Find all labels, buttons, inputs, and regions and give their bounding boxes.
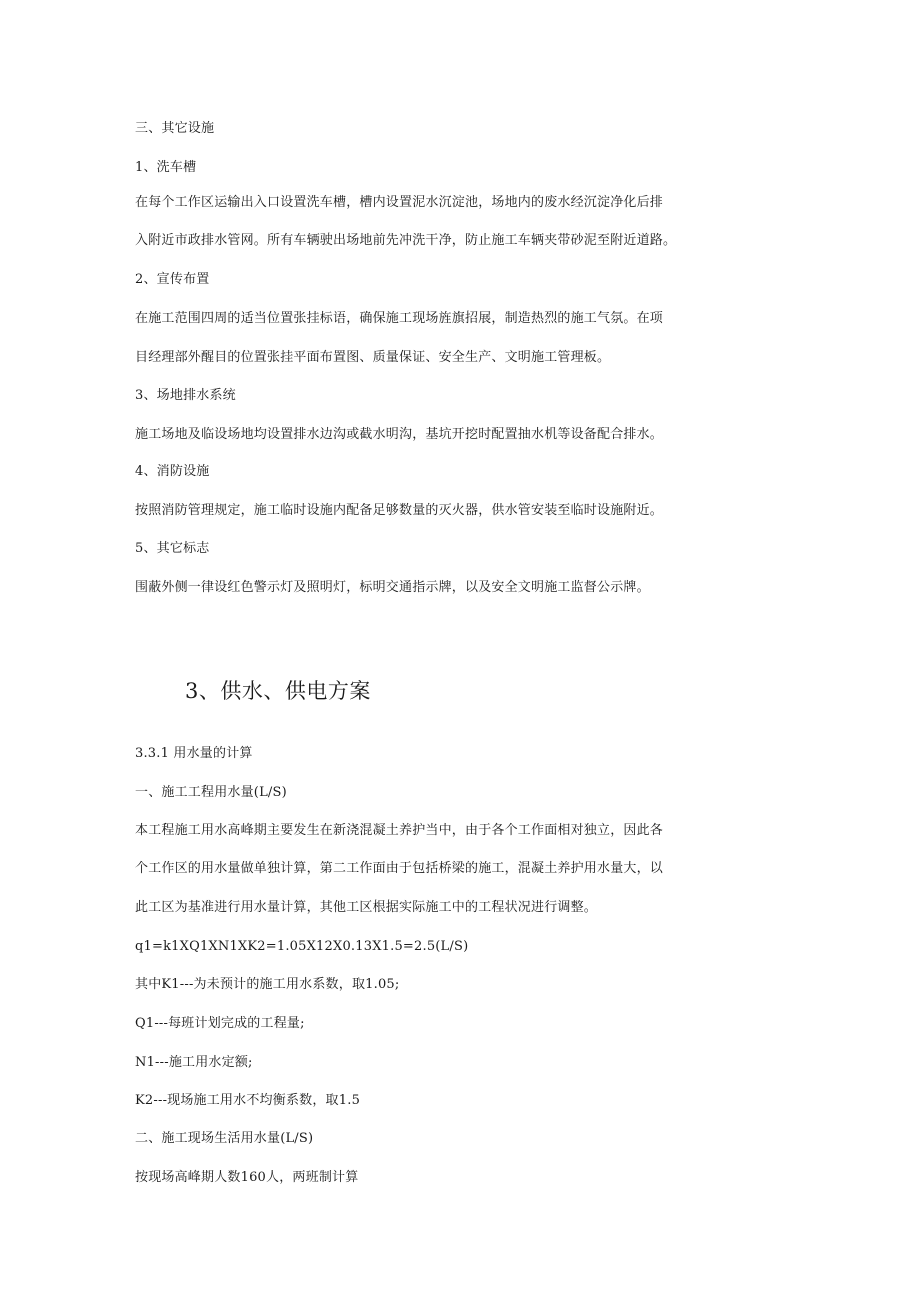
paragraph-line: 个工作区的用水量做单独计算，第二工作面由于包括桥梁的施工，混凝土养护用水量大，以 xyxy=(135,861,664,876)
part-title: 二、施工现场生活用水量(L/S) xyxy=(135,1131,314,1146)
paragraph-line: 按照消防管理规定，施工临时设施内配备足够数量的灭火器，供水管安装至临时设施附近。 xyxy=(135,503,664,518)
item-heading-signs: 5、其它标志 xyxy=(135,541,210,556)
section-title: 三、其它设施 xyxy=(135,121,215,136)
part-title: 一、施工工程用水量(L/S) xyxy=(135,785,287,800)
paragraph-line: 在每个工作区运输出入口设置洗车槽，槽内设置泥水沉淀池，场地内的废水经沉淀净化后排 xyxy=(135,195,664,210)
param-line: K2---现场施工用水不均衡系数，取1.5 xyxy=(135,1093,361,1108)
paragraph-line: 本工程施工用水高峰期主要发生在新浇混凝土养护当中，由于各个工作面相对独立，因此各 xyxy=(135,823,664,838)
formula: q1=k1XQ1XN1XK2=1.05X12X0.13X1.5=2.5(L/S) xyxy=(135,939,469,954)
item-heading-fire: 4、消防设施 xyxy=(135,464,210,479)
paragraph-line: 施工场地及临设场地均设置排水边沟或截水明沟，基坑开挖时配置抽水机等设备配合排水。 xyxy=(135,427,664,442)
param-line: N1---施工用水定额; xyxy=(135,1055,253,1070)
param-line: Q1---每班计划完成的工程量; xyxy=(135,1016,305,1031)
paragraph-line: 此工区为基准进行用水量计算，其他工区根据实际施工中的工程状况进行调整。 xyxy=(135,900,598,915)
paragraph-line: 目经理部外醒目的位置张挂平面布置图、质量保证、安全生产、文明施工管理板。 xyxy=(135,350,611,365)
item-heading-publicity: 2、宣传布置 xyxy=(135,272,210,287)
item-heading-drainage: 3、场地排水系统 xyxy=(135,388,236,403)
section-heading: 3、供水、供电方案 xyxy=(185,679,371,703)
item-heading-car-wash: 1、洗车槽 xyxy=(135,160,197,175)
subsection-heading: 3.3.1 用水量的计算 xyxy=(135,746,253,761)
paragraph-line: 在施工范围四周的适当位置张挂标语，确保施工现场旌旗招展，制造热烈的施工气氛。在项 xyxy=(135,311,664,326)
param-line: 其中K1---为未预计的施工用水系数，取1.05; xyxy=(135,977,400,992)
paragraph-line: 入附近市政排水管网。所有车辆驶出场地前先冲洗干净，防止施工车辆夹带砂泥至附近道路。 xyxy=(135,233,677,248)
paragraph-line: 围蔽外侧一律设红色警示灯及照明灯，标明交通指示牌，以及安全文明施工监督公示牌。 xyxy=(135,580,650,595)
paragraph-line: 按现场高峰期人数160人，两班制计算 xyxy=(135,1170,359,1185)
